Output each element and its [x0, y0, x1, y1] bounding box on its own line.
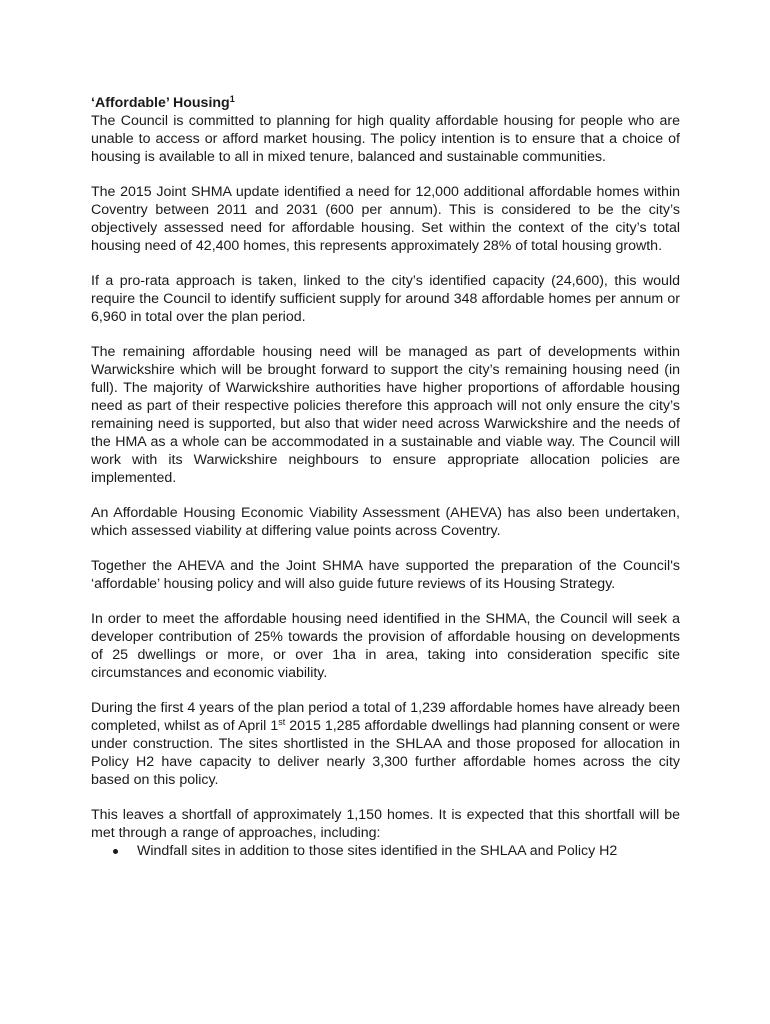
- completions-text-start: During the first 4 years of the plan period a total of 1,239 affordable homes have already been completed, whilst as of April 1: [91, 700, 680, 734]
- list-item: [91, 842, 680, 860]
- completions-text-end: 2015 1,285 affordable dwellings had planning consent or were under construction. The sites shortlisted in the SHLAA and those proposed for allocation in Policy H2 have capacity to deliver nearly 3,300 further affordable homes across the city based on this policy.: [91, 718, 681, 788]
- approaches-list: [91, 842, 680, 860]
- paragraph-completions: [91, 699, 680, 789]
- paragraph-warwickshire: The remaining affordable housing need will be managed as part of developments within Warwickshire which will be brought forward to support the city’s remaining housing need (in full). The majority of Warwickshire authorities have higher proportions of affordable housing need as part of their respective policies therefore this approach will not only ensure the city’s remaining need is supported, but also that wider need across Warwickshire and the needs of the HMA as a whole can be accommodated in a sustainable and viable way. The Council will work with its Warwickshire neighbours to ensure appropriate allocation policies are implemented.: [91, 344, 680, 486]
- paragraph-developer-contribution: In order to meet the affordable housing need identified in the SHMA, the Council will seek a developer contribution of 25% towards the provision of affordable housing on developments of 25 dwellings or more, or over 1ha in area, taking into consideration specific site circumstances and economic viability.: [91, 611, 680, 681]
- heading-text: ‘Affordable’ Housing: [91, 95, 230, 111]
- paragraph-shma-need: The 2015 Joint SHMA update identified a need for 12,000 additional affordable homes within Coventry between 2011 and 2031 (600 per annum). This is considered to be the city’s objectively assessed need for affordable housing. Set within the context of the city’s total housing need of 42,400 homes, this represents approximately 28% of total housing growth.: [91, 184, 680, 254]
- paragraph-pro-rata: If a pro-rata approach is taken, linked to the city’s identified capacity (24,600), this would require the Council to identify sufficient supply for around 348 affordable homes per annum or 6,960 in total over the plan period.: [91, 273, 680, 325]
- list-item-text: Windfall sites in addition to those sites identified in the SHLAA and Policy H2: [137, 843, 618, 859]
- document-page: [91, 94, 680, 860]
- paragraph-shortfall: This leaves a shortfall of approximately 1,150 homes. It is expected that this shortfall will be met through a range of approaches, including:: [91, 807, 680, 841]
- bullet-icon: [113, 849, 118, 854]
- section-heading: [91, 94, 680, 112]
- paragraph-housing-strategy: Together the AHEVA and the Joint SHMA have supported the preparation of the Council's ‘affordable’ housing policy and will also guide future reviews of its Housing Strategy.: [91, 558, 680, 592]
- ordinal-suffix: st: [278, 717, 286, 727]
- footnote-reference[interactable]: 1: [229, 94, 235, 104]
- paragraph-aheva: An Affordable Housing Economic Viability Assessment (AHEVA) has also been undertaken, which assessed viability at differing value points across Coventry.: [91, 505, 680, 539]
- paragraph-policy-intention: The Council is committed to planning for high quality affordable housing for people who are unable to access or afford market housing. The policy intention is to ensure that a choice of housing is available to all in mixed tenure, balanced and sustainable communities.: [91, 113, 680, 165]
